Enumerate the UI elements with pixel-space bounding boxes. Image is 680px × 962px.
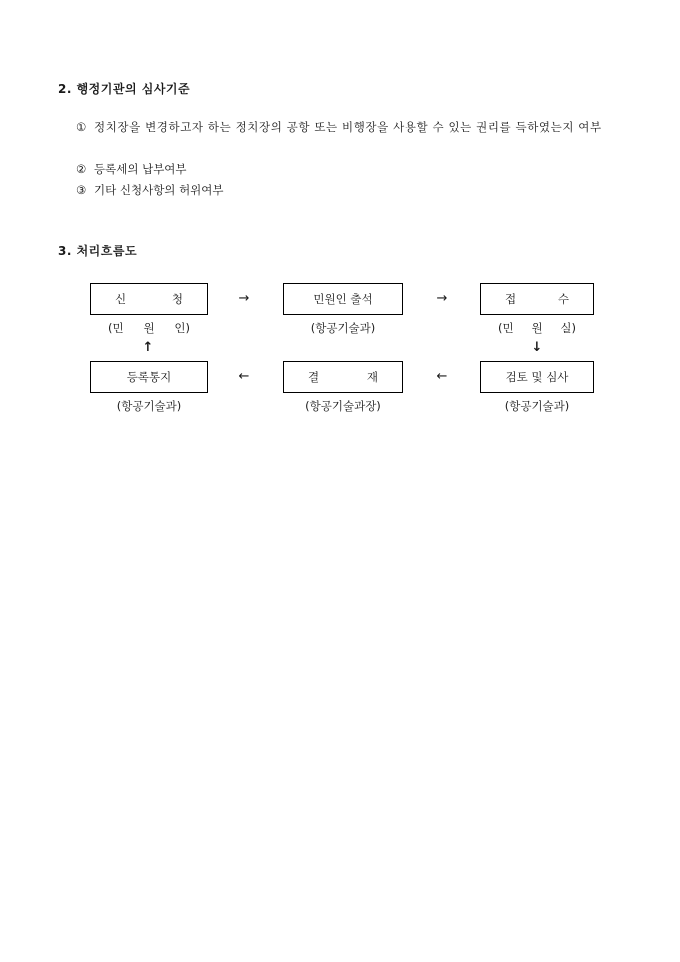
- flow-sub-appear: (항공기술과): [310, 321, 376, 335]
- flow-box-apply: [90, 283, 208, 315]
- criterion-3: [76, 180, 636, 201]
- criterion-2-number: ②: [76, 162, 87, 176]
- flow-box-approval: [283, 361, 403, 393]
- section-2-title: 2. 행정기관의 심사기준: [58, 82, 191, 96]
- criterion-2: [76, 159, 636, 180]
- criterion-3-text: 기타 신청사항의 허위여부: [94, 183, 224, 197]
- criterion-1-text: 정치장을 변경하고자 하는 정치장의 공항 또는 비행장을 사용할 수 있는 권리를 득하였는지 여부: [94, 120, 602, 134]
- flow-box-review: 검토 및 심사: [480, 361, 594, 393]
- criterion-3-number: ③: [76, 183, 87, 197]
- flow-sub-apply-part-3: 인): [174, 321, 190, 335]
- flow-box-appear: 민원인 출석: [283, 283, 403, 315]
- flow-box-approval-char-1: 결: [308, 370, 320, 384]
- flow-sub-notice: (항공기술과): [116, 399, 182, 413]
- flow-box-notice: 등록통지: [90, 361, 208, 393]
- flow-box-apply-char-2: 청: [171, 292, 183, 306]
- flow-arrow-left-1: ←: [238, 369, 250, 384]
- criterion-2-text: 등록세의 납부여부: [94, 162, 187, 176]
- criterion-1: [76, 117, 636, 138]
- flow-arrow-right-1: →: [238, 291, 250, 306]
- flow-sub-receipt: [498, 320, 576, 336]
- flow-arrow-right-2: →: [436, 291, 448, 306]
- flow-arrow-down: ↓: [531, 340, 543, 355]
- flow-box-apply-char-1: 신: [115, 292, 127, 306]
- section-3-title: 3. 처리흐름도: [58, 244, 138, 258]
- flow-arrow-left-2: ←: [436, 369, 448, 384]
- flow-box-receipt-char-1: 접: [505, 292, 517, 306]
- flow-box-receipt: [480, 283, 594, 315]
- flow-sub-receipt-part-1: (민: [498, 321, 514, 335]
- flow-sub-approval: (항공기술과장): [305, 399, 381, 413]
- flow-arrow-up: ↑: [142, 340, 154, 355]
- flow-sub-apply-part-2: 원: [143, 321, 155, 335]
- flow-sub-receipt-part-2: 원: [531, 321, 543, 335]
- flow-box-approval-char-2: 재: [366, 370, 378, 384]
- flow-sub-apply-part-1: (민: [108, 321, 124, 335]
- criterion-1-number: ①: [76, 120, 87, 134]
- flow-sub-receipt-part-3: 실): [560, 321, 576, 335]
- flow-sub-apply: [108, 320, 190, 336]
- flow-sub-review: (항공기술과): [504, 399, 570, 413]
- flow-box-receipt-char-2: 수: [557, 292, 569, 306]
